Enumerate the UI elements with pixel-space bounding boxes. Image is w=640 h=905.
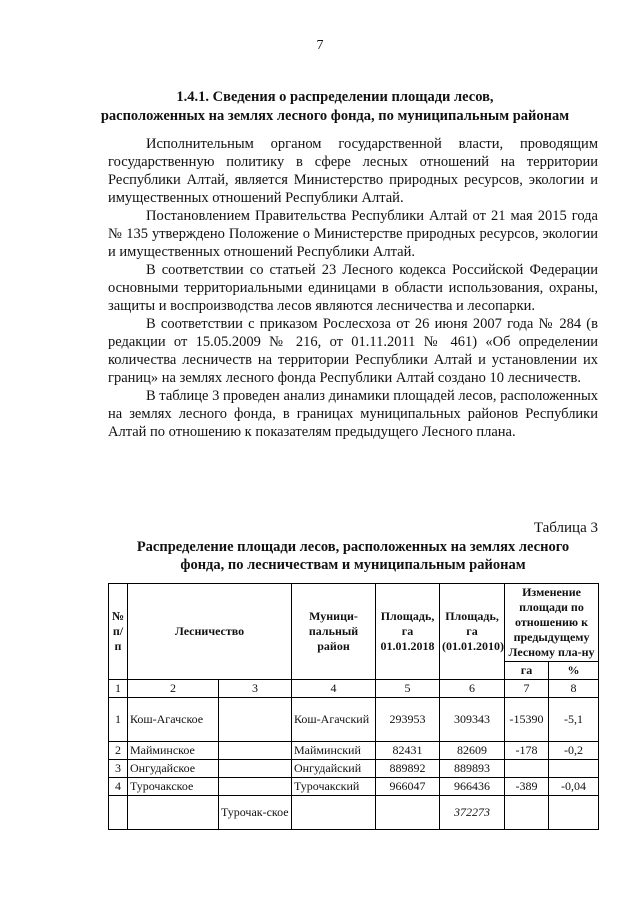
header-ha: га [505, 662, 549, 680]
col-number: 8 [549, 680, 599, 698]
col-number: 6 [440, 680, 505, 698]
paragraph: Исполнительным органом государственной власти, проводящим государственную политику в сфере лесных отношений на территории Республики Алтай, является Министерство природных ресурсов, экологии и имущественных отношений Республики Алтай. [108, 136, 598, 206]
header-pct: % [549, 662, 599, 680]
forest-area-table [108, 583, 599, 830]
col-number: 2 [128, 680, 219, 698]
cell-num: 1 [109, 698, 128, 742]
header-change: Изменение площади по отношению к предыдущему Лесному пла-ну [505, 584, 599, 662]
cell-change-pct: -5,1 [549, 698, 599, 742]
header-num: № п/п [109, 584, 128, 680]
table-title-line-1: Распределение площади лесов, расположенных на землях лесного [136, 539, 570, 555]
cell-area-2018: 293953 [376, 698, 440, 742]
col-number: 3 [219, 680, 292, 698]
cell-district: Турочакский [292, 778, 376, 796]
heading-line-1: 1.4.1. Сведения о распределении площади лесов, [176, 89, 494, 105]
cell-change-pct: -0,2 [549, 742, 599, 760]
table-row [109, 742, 599, 760]
cell-sub: Турочак-ское [219, 796, 292, 830]
col-number: 7 [505, 680, 549, 698]
cell-forestry: Майминское [128, 742, 219, 760]
cell-area-2010: 82609 [440, 742, 505, 760]
cell-area-2010: 309343 [440, 698, 505, 742]
cell-forestry: Турочакское [128, 778, 219, 796]
cell-change-ha: -178 [505, 742, 549, 760]
cell-change-ha [505, 796, 549, 830]
table-title-line-2: фонда, по лесничествам и муниципальным районам [180, 557, 526, 573]
cell-area-2010: 966436 [440, 778, 505, 796]
cell-area-2018 [376, 796, 440, 830]
body-text [108, 135, 598, 441]
cell-district: Майминский [292, 742, 376, 760]
table-row [109, 778, 599, 796]
cell-sub [219, 698, 292, 742]
cell-sub [219, 742, 292, 760]
header-forestry: Лесничество [128, 584, 292, 680]
cell-change-pct [549, 796, 599, 830]
paragraph: В соответствии со статьей 23 Лесного кодекса Российской Федерации основными территориальными единицами в области использования, охраны, защиты и воспроизводства лесов являются лесничества и лесопарки. [108, 262, 598, 314]
cell-change-pct [549, 760, 599, 778]
cell-change-ha: -15390 [505, 698, 549, 742]
cell-change-pct: -0,04 [549, 778, 599, 796]
cell-area-2018: 889892 [376, 760, 440, 778]
cell-area-2010: 372273 [440, 796, 505, 830]
col-number: 5 [376, 680, 440, 698]
header-district: Муници-пальный район [292, 584, 376, 680]
col-number: 1 [109, 680, 128, 698]
header-area-2010: Площадь, га (01.01.2010) [440, 584, 505, 680]
cell-forestry: Кош-Агачское [128, 698, 219, 742]
cell-sub [219, 778, 292, 796]
cell-district: Кош-Агачский [292, 698, 376, 742]
table-row [109, 796, 599, 830]
section-heading [70, 88, 600, 126]
cell-num: 2 [109, 742, 128, 760]
table-title [108, 538, 598, 574]
cell-change-ha [505, 760, 549, 778]
table-row [109, 760, 599, 778]
paragraph: В таблице 3 проведен анализ динамики площадей лесов, расположенных на землях лесного фонда, в границах муниципальных районов Республики Алтай по отношению к показателям предыдущего Лесного плана. [108, 388, 598, 440]
cell-forestry: Онгудайское [128, 760, 219, 778]
col-number: 4 [292, 680, 376, 698]
cell-forestry [128, 796, 219, 830]
table-caption: Таблица 3 [533, 520, 598, 536]
cell-district [292, 796, 376, 830]
cell-num: 4 [109, 778, 128, 796]
paragraph: В соответствии с приказом Рослесхоза от 26 июня 2007 года № 284 (в редакции от 15.05.2009 № 216, от 01.11.2011 № 461) «Об определении количества лесничеств на территории Республики Алтай и установлении их границ» на землях лесного фонда Республики Алтай создано 10 лесничеств. [108, 316, 598, 386]
cell-sub [219, 760, 292, 778]
header-area-2018: Площадь, га 01.01.2018 [376, 584, 440, 680]
heading-line-2: расположенных на землях лесного фонда, по муниципальным районам [100, 108, 570, 124]
page-number: 7 [316, 38, 324, 53]
cell-area-2018: 82431 [376, 742, 440, 760]
table-row [109, 698, 599, 742]
cell-num [109, 796, 128, 830]
cell-area-2018: 966047 [376, 778, 440, 796]
cell-district: Онгудайский [292, 760, 376, 778]
cell-change-ha: -389 [505, 778, 549, 796]
paragraph: Постановлением Правительства Республики Алтай от 21 мая 2015 года № 135 утверждено Положение о Министерстве природных ресурсов, экологии и имущественных отношений Республики Алтай. [108, 208, 598, 260]
cell-area-2010: 889893 [440, 760, 505, 778]
cell-num: 3 [109, 760, 128, 778]
